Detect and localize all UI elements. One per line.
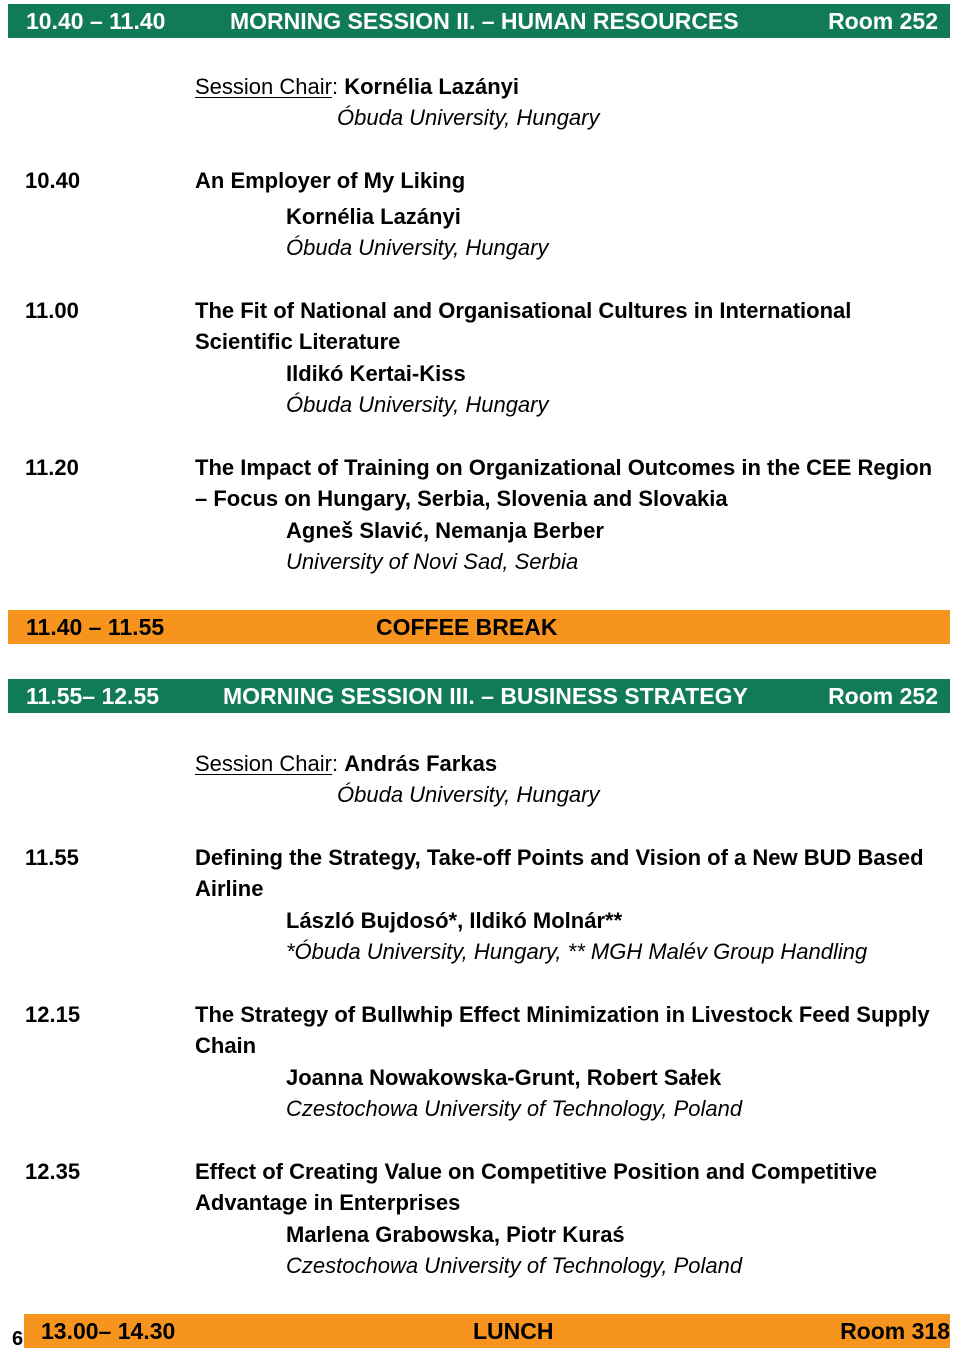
session-room: Room 252	[828, 8, 938, 34]
talk-authors: Ildikó Kertai-Kiss	[286, 361, 466, 386]
talk-affiliation: Óbuda University, Hungary	[286, 392, 549, 417]
talk-time: 12.35	[25, 1159, 81, 1184]
talk-title-line-1: Defining the Strategy, Take-off Points and Vision of a New BUD Based	[195, 845, 924, 870]
talk-time: 11.00	[25, 298, 79, 323]
talk-title-line-1: Effect of Creating Value on Competitive Position and Competitive	[195, 1159, 878, 1184]
talk-authors: Agneš Slavić, Nemanja Berber	[286, 518, 604, 543]
session-chair-name: Kornélia Lazányi	[344, 74, 520, 99]
talk-title-line-1: The Impact of Training on Organizational Outcomes in the CEE Region	[195, 455, 933, 480]
coffee-break-time: 11.40 – 11.55	[26, 614, 165, 640]
lunch-room: Room 318	[840, 1318, 950, 1344]
talk-title-line-2: Chain	[195, 1033, 257, 1058]
session-chair: Session Chair: Kornélia Lazányi	[195, 74, 520, 99]
talk-affiliation: Óbuda University, Hungary	[286, 235, 549, 260]
talk-title-line-2: Advantage in Enterprises	[195, 1190, 461, 1215]
talk-affiliation: Czestochowa University of Technology, Poland	[286, 1253, 743, 1278]
page-number: 6	[12, 1328, 24, 1350]
talk-authors: Joanna Nowakowska-Grunt, Robert Sałek	[286, 1065, 722, 1090]
session-header-bar	[8, 4, 950, 38]
talk-authors: Marlena Grabowska, Piotr Kuraś	[286, 1222, 625, 1247]
talk-time: 12.15	[25, 1002, 81, 1027]
session-title: MORNING SESSION III. – BUSINESS STRATEGY	[223, 683, 748, 709]
session-time: 11.55– 12.55	[26, 683, 160, 709]
talk-affiliation: University of Novi Sad, Serbia	[286, 549, 579, 574]
session-chair-label: Session Chair	[195, 74, 332, 99]
lunch-bar	[24, 1314, 950, 1348]
talk-title-line-2: Scientific Literature	[195, 329, 401, 354]
talk-time: 11.55	[25, 845, 79, 870]
talk-title-line-1: The Fit of National and Organisational Cultures in International	[195, 298, 852, 323]
talk-authors: László Bujdosó*, Ildikó Molnár**	[286, 908, 623, 933]
talk-title-line-2: Airline	[195, 876, 264, 901]
talk-time: 11.20	[25, 455, 79, 480]
talk-affiliation: Czestochowa University of Technology, Poland	[286, 1096, 743, 1121]
coffee-break-label: COFFEE BREAK	[376, 614, 558, 640]
talk-authors: Kornélia Lazányi	[286, 204, 461, 229]
coffee-break-bar	[8, 610, 950, 644]
talk-title: An Employer of My Liking	[195, 168, 466, 193]
session-time: 10.40 – 11.40	[26, 8, 166, 34]
talk-affiliation: *Óbuda University, Hungary, ** MGH Malév Group Handling	[286, 939, 868, 964]
session-room: Room 252	[828, 683, 938, 709]
lunch-time: 13.00– 14.30	[41, 1318, 176, 1344]
session-chair-name: András Farkas	[344, 751, 498, 776]
session-header-bar	[8, 679, 950, 713]
talk-title-line-2: – Focus on Hungary, Serbia, Slovenia and Slovakia	[195, 486, 728, 511]
session-title: MORNING SESSION II. – HUMAN RESOURCES	[230, 8, 739, 34]
session-chair-label: Session Chair	[195, 751, 332, 776]
session-chair: Session Chair: András Farkas	[195, 751, 498, 776]
session-chair-affiliation: Óbuda University, Hungary	[337, 782, 600, 807]
session-chair-affiliation: Óbuda University, Hungary	[337, 105, 600, 130]
lunch-label: LUNCH	[473, 1318, 554, 1344]
talk-time: 10.40	[25, 168, 81, 193]
talk-title-line-1: The Strategy of Bullwhip Effect Minimization in Livestock Feed Supply	[195, 1002, 930, 1027]
